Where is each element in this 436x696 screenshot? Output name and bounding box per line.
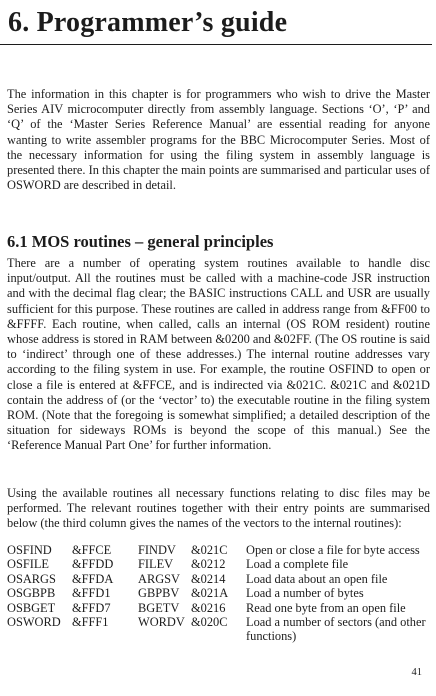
routine-entry-point: &FFDD xyxy=(72,557,114,572)
routine-entry-point: &FFDA xyxy=(72,571,114,586)
body-paragraph-routine-summary: Using the available routines all necessary functions relating to disc files may be performed. The relevant routines together with their entry points are summarised below (the third column gives the names of the vectors to the internal routines): xyxy=(7,486,430,531)
routine-vector-address: &021A xyxy=(191,586,229,601)
table-row xyxy=(7,615,430,644)
routine-vector-address: &020C xyxy=(191,615,228,630)
routine-entry-point: &FFCE xyxy=(72,543,112,557)
table-row xyxy=(7,601,430,615)
routine-vector: FILEV xyxy=(138,557,174,572)
chapter-title: 6. Programmer’s guide xyxy=(8,7,288,38)
routine-vector: BGETV xyxy=(138,600,180,615)
intro-paragraph: The information in this chapter is for programmers who wish to drive the Master Series AIV microcomputer directly from assembly language. Sections ‘O’, ‘P’ and ‘Q’ of the ‘Master Series Reference Manual’ are essential reading for anyone wanting to write assembler programs for the BBC Microcomputer Series. Most of the necessary information for using the filing system in assembly language is presented there. In this chapter the main points are summarised and particular uses of OSWORD are described in detail. xyxy=(7,87,430,193)
routine-description: Open or close a file for byte access xyxy=(246,543,420,557)
routine-description: Load a number of bytes xyxy=(246,586,364,601)
routine-description: Load a complete file xyxy=(246,557,349,572)
section-heading: 6.1 MOS routines – general principles xyxy=(7,232,274,251)
table-row xyxy=(7,543,430,557)
table-row xyxy=(7,557,430,571)
routine-name: OSBGET xyxy=(7,600,56,615)
routine-vector-address: &021C xyxy=(191,543,228,557)
routine-name: OSARGS xyxy=(7,571,56,586)
routine-description: Read one byte from an open file xyxy=(246,600,406,615)
routine-entry-point: &FFD1 xyxy=(72,586,111,601)
routine-description: Load data about an open file xyxy=(246,571,388,586)
routine-vector-address: &0216 xyxy=(191,600,226,615)
table-row xyxy=(7,572,430,586)
routine-entry-point: &FFD7 xyxy=(72,600,111,615)
table-row xyxy=(7,586,430,600)
routine-vector-address: &0214 xyxy=(191,571,226,586)
routine-vector-address: &0212 xyxy=(191,557,226,572)
routine-name: OSFILE xyxy=(7,557,49,572)
routine-table xyxy=(7,543,430,644)
routine-entry-point: &FFF1 xyxy=(72,615,109,630)
routine-vector: GBPBV xyxy=(138,586,180,601)
title-rule xyxy=(0,44,432,45)
routine-name: OSWORD xyxy=(7,615,61,630)
routine-vector: WORDV xyxy=(138,615,185,630)
routine-vector: ARGSV xyxy=(138,571,180,586)
routine-name: OSGBPB xyxy=(7,586,56,601)
routine-vector: FINDV xyxy=(138,543,176,557)
routine-name: OSFIND xyxy=(7,543,52,557)
routine-description: Load a number of sectors (and other functions) xyxy=(246,615,426,644)
page-number: 41 xyxy=(411,667,422,678)
body-paragraph-mos-routines: There are a number of operating system routines available to handle disc input/output. All the routines must be called with a machine-code JSR instruction and with the decimal flag clear; the BASIC instructions CALL and USR are usually sufficient for this purpose. These routines are called in address range from &FF00 to &FFFF. Each routine, when called, calls an internal (OS ROM resident) routine whose address is stored in RAM between &0200 and &02FF. (The OS routine is said to ‘indirect’ through one of these addresses.) The internal routine addresses vary according to the filing system in use. For example, the routine OSFIND to open or close a file is entered at &FFCE, and is indirected via &021C. &021C and &021D contain the address of (or the ‘vector’ to) the executable routine in the filing system ROM. (Note that the foregoing is somewhat simplified; a detailed description of the situation for sideways ROMs is beyond the scope of this manual.) See the ‘Reference Manual Part One’ for further information. xyxy=(7,256,430,453)
